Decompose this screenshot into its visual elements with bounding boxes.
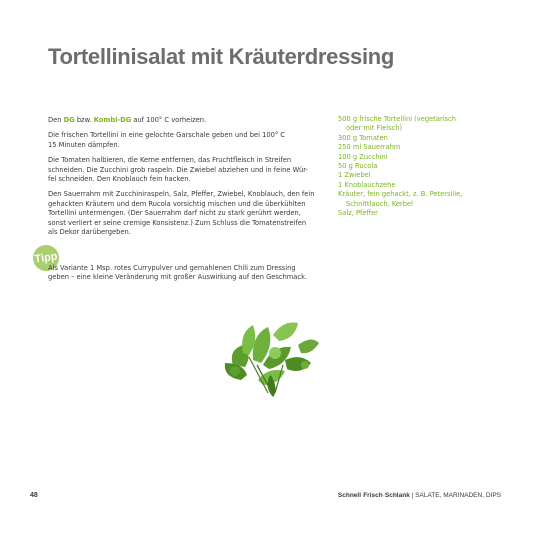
instruction-step-3: Die Tomaten halbieren, die Kerne entfernen, das Fruchtfleisch in Streifen schneiden. Die Zucchini grob raspeln. Die Zwiebel abziehen und in feine Wür- fel schneiden. Den Knoblauch fein hacken. xyxy=(48,156,308,184)
highlight-kombi-dg: Kombi-DG xyxy=(93,116,132,124)
ingredients-list xyxy=(338,115,498,218)
herb-bunch-image xyxy=(213,305,328,400)
ingredient-item: 500 g frische Tortellini (vegetarisch oder mit Fleisch) xyxy=(338,115,456,133)
instruction-step-1: Den DG bzw. Kombi-DG auf 100° C vorheizen. xyxy=(48,116,207,124)
highlight-dg: DG xyxy=(63,116,75,124)
ingredient-item: Kräuter, fein gehackt, z. B. Petersilie, Schnittlauch, Kerbel xyxy=(338,190,463,208)
ingredient-item: 1 Knoblauchzehe xyxy=(338,180,396,189)
page-title: Tortellinisalat mit Kräuterdressing xyxy=(48,44,395,69)
page-number: 48 xyxy=(30,492,38,499)
tipp-badge: Tipp xyxy=(31,243,60,272)
tipp-text: Als Variante 1 Msp. rotes Currypulver und gemahlenen Chili zum Dressing geben – eine kleine Veränderung mit großer Auswirkung auf den Geschmack. xyxy=(48,264,308,282)
ingredient-item: 100 g Zucchini xyxy=(338,152,388,161)
footer-running-title: Schnell·Frisch·Schlank | SALATE, MARINADEN, DIPS xyxy=(337,492,501,499)
instruction-step-4: Den Sauerrahm mit Zucchiniraspeln, Salz, Pfeffer, Zwiebel, Knoblauch, den fein gehackten Kräutern und dem Rucola vorsichtig mischen und die überkühlten Tortellini untermengen. (Der Sauerrahm darf nicht zu stark gerührt werden, sonst verliert er seine cremige Konsistenz.) Zum Schluss die Tomatenstreifen als Dekor darübergeben. xyxy=(48,190,315,237)
ingredient-item: 50 g Rucola xyxy=(338,162,378,171)
instruction-step-2: Die frischen Tortellini in eine gelochte Garschale geben und bei 100° C 15 Minuten dämpfen. xyxy=(48,131,285,149)
instructions xyxy=(48,116,328,243)
ingredient-item: 300 g Tomaten xyxy=(338,133,388,142)
ingredient-item: Salz, Pfeffer xyxy=(338,209,378,218)
ingredient-item: 250 ml Sauerrahm xyxy=(338,143,401,152)
ingredient-item: 1 Zwiebel xyxy=(338,171,371,180)
